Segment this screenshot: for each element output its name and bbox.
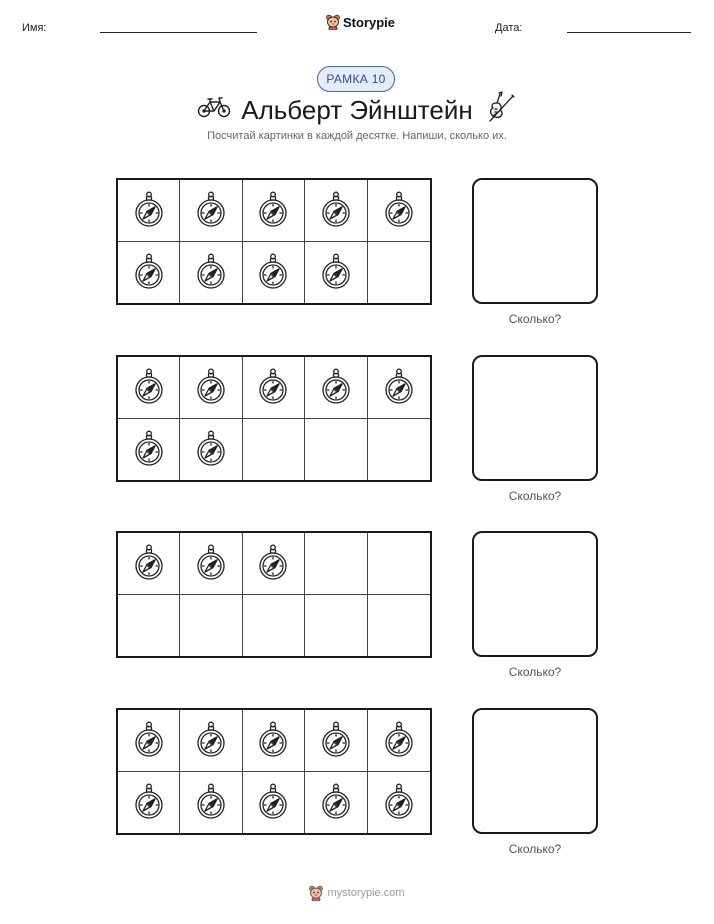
ten-frame-cell <box>118 772 180 834</box>
bicycle-icon <box>197 95 231 119</box>
ten-frame-cell <box>368 772 430 834</box>
answer-box[interactable] <box>472 531 598 657</box>
compass-icon <box>319 191 353 229</box>
ten-frame-cell <box>180 710 242 772</box>
violin-icon <box>487 91 515 125</box>
ten-frame-cell <box>243 180 305 242</box>
ten-frame-cell <box>305 357 367 419</box>
ten-frame-cell <box>180 533 242 595</box>
ten-frame-cell <box>368 180 430 242</box>
name-label: Имя: <box>22 22 47 34</box>
answer-box[interactable] <box>472 708 598 834</box>
page-title-text: Альберт Эйнштейн <box>241 95 473 125</box>
answer-label: Сколько? <box>508 489 562 503</box>
ten-frame <box>116 178 432 305</box>
compass-icon <box>194 721 228 759</box>
storypie-mascot-icon <box>326 14 340 30</box>
ten-frame-cell <box>243 595 305 657</box>
ten-frame-cell <box>305 772 367 834</box>
compass-icon <box>194 544 228 582</box>
compass-icon <box>256 544 290 582</box>
ten-frame-cell <box>180 357 242 419</box>
compass-icon <box>132 191 166 229</box>
date-field[interactable] <box>567 32 691 33</box>
compass-icon <box>256 253 290 291</box>
ten-frame-cell <box>368 533 430 595</box>
ten-frame-cell <box>243 419 305 481</box>
answer-label: Сколько? <box>508 842 562 856</box>
ten-frame-cell <box>180 242 242 304</box>
ten-frame-cell <box>305 595 367 657</box>
compass-icon <box>319 253 353 291</box>
ten-frame-cell <box>305 242 367 304</box>
compass-icon <box>194 783 228 821</box>
ten-frame-cell <box>180 772 242 834</box>
ten-frame-cell <box>305 419 367 481</box>
compass-icon <box>132 430 166 468</box>
frame-badge: РАМКА 10 <box>317 66 395 92</box>
footer <box>0 885 714 901</box>
ten-frame-cell <box>305 710 367 772</box>
ten-frame-cell <box>243 533 305 595</box>
ten-frame-cell <box>118 357 180 419</box>
compass-icon <box>382 721 416 759</box>
compass-icon <box>132 544 166 582</box>
ten-frame-cell <box>243 772 305 834</box>
ten-frame-cell <box>368 419 430 481</box>
answer-label: Сколько? <box>508 312 562 326</box>
compass-icon <box>256 783 290 821</box>
ten-frame-cell <box>368 242 430 304</box>
ten-frame-cell <box>118 710 180 772</box>
ten-frame-cell <box>243 357 305 419</box>
ten-frame-cell <box>118 595 180 657</box>
compass-icon <box>382 191 416 229</box>
brand-logo <box>326 14 395 30</box>
compass-icon <box>256 368 290 406</box>
answer-box[interactable] <box>472 355 598 481</box>
compass-icon <box>194 191 228 229</box>
ten-frame-cell <box>243 710 305 772</box>
answer-label: Сколько? <box>508 665 562 679</box>
ten-frame <box>116 708 432 835</box>
compass-icon <box>132 721 166 759</box>
compass-icon <box>382 368 416 406</box>
ten-frame-cell <box>305 180 367 242</box>
compass-icon <box>132 253 166 291</box>
date-label: Дата: <box>495 22 523 34</box>
ten-frame-cell <box>368 595 430 657</box>
ten-frame-cell <box>118 180 180 242</box>
storypie-mascot-icon <box>309 885 323 901</box>
compass-icon <box>382 783 416 821</box>
ten-frame-cell <box>368 710 430 772</box>
page-title <box>0 94 714 126</box>
name-field[interactable] <box>100 32 257 33</box>
answer-box[interactable] <box>472 178 598 304</box>
ten-frame-cell <box>180 419 242 481</box>
compass-icon <box>319 721 353 759</box>
instruction-text: Посчитай картинки в каждой десятке. Напиши, сколько их. <box>207 130 507 142</box>
ten-frame-cell <box>305 533 367 595</box>
compass-icon <box>319 783 353 821</box>
brand-name: Storypie <box>343 14 396 30</box>
compass-icon <box>256 191 290 229</box>
compass-icon <box>256 721 290 759</box>
ten-frame-cell <box>180 595 242 657</box>
compass-icon <box>194 368 228 406</box>
compass-icon <box>132 783 166 821</box>
ten-frame <box>116 531 432 658</box>
ten-frame-cell <box>118 533 180 595</box>
ten-frame-cell <box>118 242 180 304</box>
compass-icon <box>132 368 166 406</box>
ten-frame-cell <box>368 357 430 419</box>
compass-icon <box>319 368 353 406</box>
ten-frame <box>116 355 432 482</box>
compass-icon <box>194 253 228 291</box>
compass-icon <box>194 430 228 468</box>
ten-frame-cell <box>180 180 242 242</box>
ten-frame-cell <box>118 419 180 481</box>
footer-url: mystorypie.com <box>327 887 405 899</box>
ten-frame-cell <box>243 242 305 304</box>
